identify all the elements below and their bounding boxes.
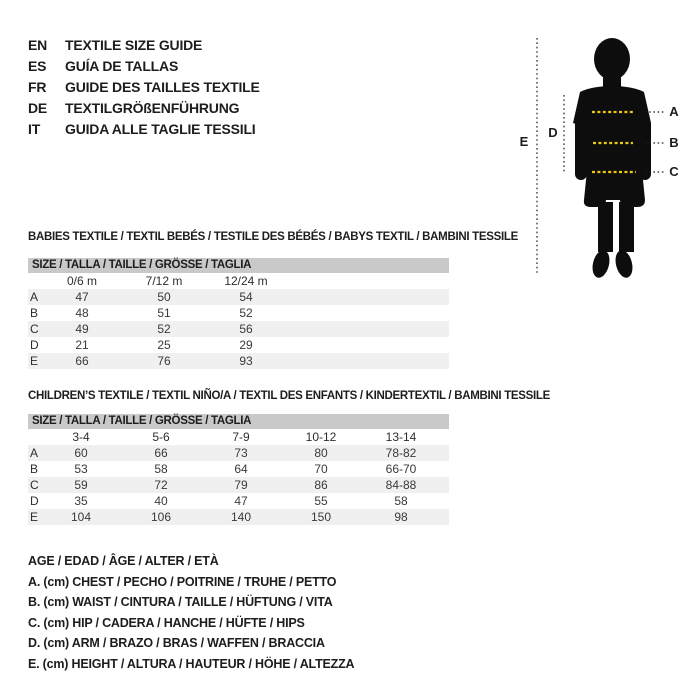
language-row	[28, 56, 260, 77]
row-label-spacer	[28, 273, 41, 289]
language-code: FR	[28, 79, 47, 95]
language-title-list	[28, 35, 260, 140]
column-header: 3-4	[72, 430, 90, 444]
table-body	[28, 445, 449, 525]
table-cell: 56	[239, 322, 253, 336]
language-code: IT	[28, 121, 41, 137]
language-row	[28, 35, 260, 56]
table-row	[28, 445, 449, 461]
table-cell: 29	[239, 338, 253, 352]
table-cell: 104	[70, 510, 92, 524]
table-cell: 55	[314, 494, 328, 508]
table-cell: 106	[150, 510, 172, 524]
row-label: A	[30, 290, 39, 304]
table-cell: 66	[154, 446, 168, 460]
marker-hip: C	[669, 164, 679, 179]
table-cell: 76	[157, 354, 171, 368]
children-size-table	[28, 414, 449, 525]
table-cell: 70	[314, 462, 328, 476]
row-label: D	[30, 494, 39, 508]
language-row	[28, 119, 260, 140]
column-header: 12/24 m	[224, 274, 268, 288]
column-header: 10-12	[305, 430, 337, 444]
table-row	[28, 305, 449, 321]
legend-hip-line: C. (cm) HIP / CADERA / HANCHE / HÜFTE / HIPS	[28, 615, 305, 630]
column-header: 7/12 m	[145, 274, 183, 288]
table-cell: 49	[75, 322, 89, 336]
row-label: B	[30, 462, 39, 476]
babies-size-table	[28, 258, 449, 369]
row-label: A	[30, 446, 39, 460]
measurement-legend	[28, 551, 354, 675]
table-cell: 80	[314, 446, 328, 460]
table-cell: 98	[394, 510, 408, 524]
table-cell: 78-82	[385, 446, 417, 460]
child-measurement-figure	[505, 28, 700, 286]
column-header: 13-14	[385, 430, 417, 444]
table-row	[28, 493, 449, 509]
language-code: EN	[28, 37, 48, 53]
row-label: D	[30, 338, 39, 352]
table-cell: 58	[154, 462, 168, 476]
table-cell: 93	[239, 354, 253, 368]
table-row	[28, 337, 449, 353]
table-row	[28, 509, 449, 525]
language-code: ES	[28, 58, 47, 74]
table-cell: 150	[310, 510, 332, 524]
marker-height: E	[519, 134, 529, 149]
marker-arm: D	[548, 125, 558, 140]
table-cell: 72	[154, 478, 168, 492]
language-row	[28, 98, 260, 119]
table-cell: 52	[157, 322, 171, 336]
table-row	[28, 477, 449, 493]
table-row	[28, 461, 449, 477]
legend-age-line: AGE / EDAD / ÂGE / ALTER / ETÀ	[28, 554, 219, 568]
row-label: B	[30, 306, 39, 320]
babies-section-title: BABIES TEXTILE / TEXTIL BEBÉS / TESTILE DES BÉBÉS / BABYS TEXTIL / BAMBINI TESSILE	[28, 231, 518, 243]
legend-waist-line: B. (cm) WAIST / CINTURA / TAILLE / HÜFTUNG / VITA	[28, 595, 333, 610]
table-cell: 66	[75, 354, 89, 368]
table-cell: 79	[234, 478, 248, 492]
marker-chest: A	[669, 104, 679, 119]
column-header: 0/6 m	[66, 274, 97, 288]
guide-title: GUIDA ALLE TAGLIE TESSILI	[65, 121, 256, 137]
size-header-bar: SIZE / TALLA / TAILLE / GRÖSSE / TAGLIA	[28, 258, 449, 273]
legend-chest-line: A. (cm) CHEST / PECHO / POITRINE / TRUHE / PETTO	[28, 574, 337, 589]
table-row	[28, 289, 449, 305]
guide-title: TEXTILE SIZE GUIDE	[65, 37, 203, 53]
table-cell: 59	[74, 478, 88, 492]
guide-title: GUÍA DE TALLAS	[65, 58, 179, 74]
table-cell: 21	[75, 338, 89, 352]
table-cell: 53	[74, 462, 88, 476]
table-cell: 52	[239, 306, 253, 320]
table-body	[28, 289, 449, 369]
row-label: E	[30, 510, 39, 524]
table-cell: 51	[157, 306, 171, 320]
column-header: 7-9	[232, 430, 250, 444]
table-cell: 25	[157, 338, 171, 352]
table-row	[28, 321, 449, 337]
table-row	[28, 353, 449, 369]
table-cell: 47	[75, 290, 89, 304]
table-cell: 140	[230, 510, 252, 524]
children-section-title: CHILDREN’S TEXTILE / TEXTIL NIÑO/A / TEXTIL DES ENFANTS / KINDERTEXTIL / BAMBINI TESSILE	[28, 390, 551, 402]
table-cell: 47	[234, 494, 248, 508]
table-cell: 86	[314, 478, 328, 492]
table-cell: 54	[239, 290, 253, 304]
child-silhouette-icon	[573, 38, 651, 280]
size-header-bar: SIZE / TALLA / TAILLE / GRÖSSE / TAGLIA	[28, 414, 449, 429]
legend-arm-line: D. (cm) ARM / BRAZO / BRAS / WAFFEN / BRACCIA	[28, 636, 325, 651]
row-label: C	[30, 322, 39, 336]
marker-waist: B	[669, 135, 679, 150]
table-cell: 48	[75, 306, 89, 320]
row-label: E	[30, 354, 39, 368]
guide-title: GUIDE DES TAILLES TEXTILE	[65, 79, 260, 95]
language-row	[28, 77, 260, 98]
table-cell: 58	[394, 494, 408, 508]
table-cell: 64	[234, 462, 248, 476]
table-cell: 66-70	[385, 462, 417, 476]
column-header-row	[28, 429, 449, 445]
row-label: C	[30, 478, 39, 492]
guide-title: TEXTILGRÖßENFÜHRUNG	[65, 100, 240, 116]
row-label-spacer	[28, 429, 41, 445]
column-header: 5-6	[152, 430, 170, 444]
table-cell: 84-88	[385, 478, 417, 492]
column-header-row	[28, 273, 449, 289]
legend-height-line: E. (cm) HEIGHT / ALTURA / HAUTEUR / HÖHE / ALTEZZA	[28, 656, 355, 671]
table-cell: 40	[154, 494, 168, 508]
table-cell: 35	[74, 494, 88, 508]
table-cell: 50	[157, 290, 171, 304]
table-cell: 73	[234, 446, 248, 460]
language-code: DE	[28, 100, 48, 116]
table-cell: 60	[74, 446, 88, 460]
